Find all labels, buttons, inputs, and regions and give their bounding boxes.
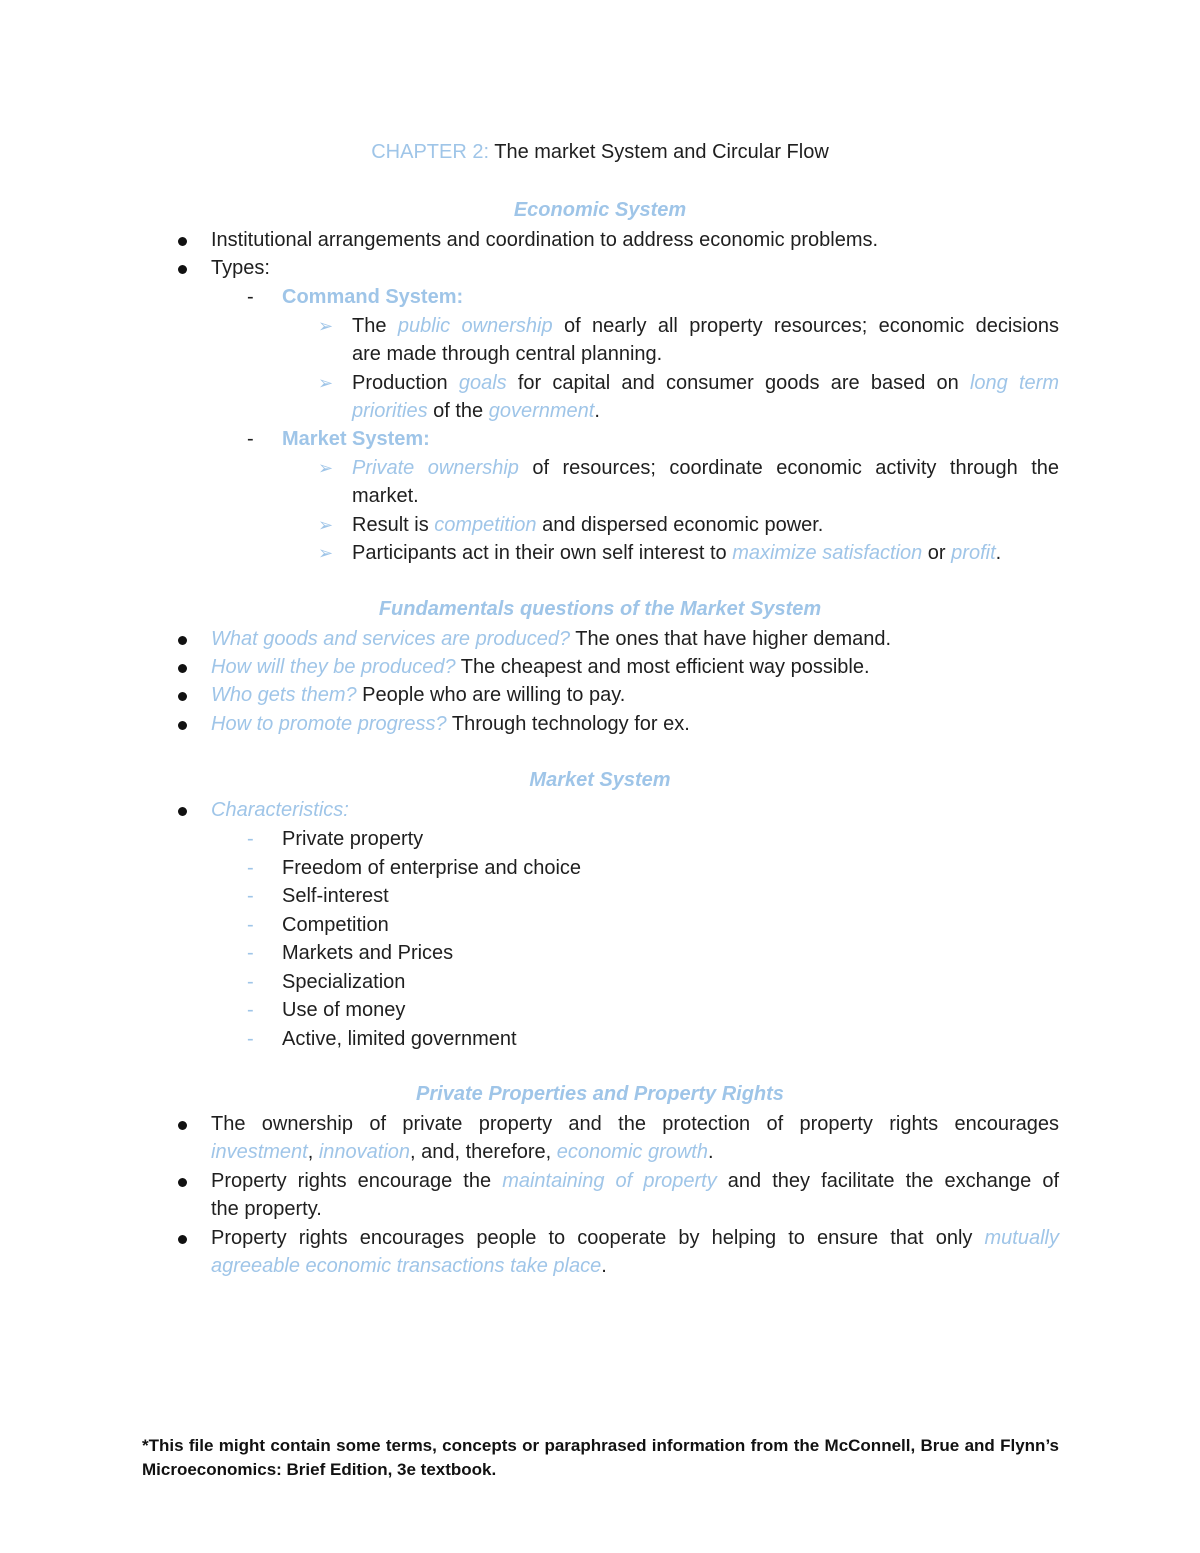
answer: People who are willing to pay. xyxy=(356,684,626,706)
highlight: priorities xyxy=(352,400,428,422)
characteristic-item: Markets and Prices xyxy=(282,942,454,964)
arrow-bullet-icon: ➢ xyxy=(318,458,334,478)
bullet-icon xyxy=(178,721,187,730)
dash-icon: - xyxy=(247,857,254,879)
text: . xyxy=(594,400,600,422)
text: Property rights encourages people to cooperate by helping to ensure that only xyxy=(211,1227,985,1249)
command-system-label: Command System: xyxy=(282,286,464,308)
highlight: profit xyxy=(951,542,996,564)
list-item xyxy=(352,312,1059,340)
chapter-label: CHAPTER 2: xyxy=(371,141,490,163)
bullet-icon xyxy=(178,636,187,645)
list-item-continuation xyxy=(211,1252,1059,1280)
list-item-continuation xyxy=(352,397,1059,425)
highlight: competition xyxy=(434,514,537,536)
text: , and, therefore, xyxy=(410,1141,557,1163)
text: . xyxy=(707,1141,714,1163)
dash-icon: - xyxy=(247,1028,254,1050)
dash-icon: - xyxy=(247,914,254,936)
section-heading-market-system: Market System xyxy=(529,769,671,791)
answer: The cheapest and most efficient way possible. xyxy=(455,656,870,678)
text: Property rights encourage the xyxy=(211,1170,503,1192)
section-heading-economic-system: Economic System xyxy=(513,199,687,221)
section-heading-fundamentals: Fundamentals questions of the Market System xyxy=(378,598,822,620)
dash-icon: - xyxy=(247,942,254,964)
bullet-icon xyxy=(178,1235,187,1244)
characteristic-item: Competition xyxy=(282,914,389,936)
question: Who gets them? xyxy=(211,684,357,706)
bullet-icon xyxy=(178,265,187,274)
text: of nearly all property resources; economic decisions xyxy=(552,315,1059,337)
arrow-bullet-icon: ➢ xyxy=(318,373,334,393)
list-item xyxy=(211,1224,1059,1252)
list-item: Institutional arrangements and coordination to address economic problems. xyxy=(211,229,879,251)
section-heading-private-properties: Private Properties and Property Rights xyxy=(416,1083,784,1105)
list-item xyxy=(352,369,1059,397)
characteristic-item: Freedom of enterprise and choice xyxy=(282,857,582,879)
chapter-title: The market System and Circular Flow xyxy=(489,141,829,163)
market-system-label: Market System: xyxy=(282,428,430,450)
highlight: maximize satisfaction xyxy=(732,542,923,564)
text: of the xyxy=(427,400,489,422)
characteristic-item: Self-interest xyxy=(282,885,389,907)
text: Production xyxy=(352,372,459,394)
text: . xyxy=(601,1255,607,1277)
list-item xyxy=(352,511,1059,539)
list-item xyxy=(211,710,1059,738)
highlight: long term xyxy=(969,372,1060,394)
bullet-icon xyxy=(178,664,187,673)
dash-icon: - xyxy=(247,828,254,850)
dash-icon: - xyxy=(247,286,254,308)
answer: Through technology for ex. xyxy=(446,713,690,735)
page-title xyxy=(0,141,1200,164)
list-item xyxy=(352,454,1059,482)
highlight: agreeable economic transactions take place xyxy=(211,1255,602,1277)
question: How to promote progress? xyxy=(211,713,447,735)
highlight: investment xyxy=(211,1141,308,1163)
list-item xyxy=(352,539,1059,567)
highlight: mutually xyxy=(984,1227,1059,1249)
text: , xyxy=(307,1141,319,1163)
text: and they facilitate the exchange of xyxy=(716,1170,1060,1192)
highlight: government xyxy=(488,400,595,422)
characteristic-item: Use of money xyxy=(282,999,406,1021)
question: What goods and services are produced? xyxy=(211,628,571,650)
characteristic-item: Private property xyxy=(282,828,424,850)
highlight: innovation xyxy=(318,1141,411,1163)
text: of resources; coordinate economic activity through the xyxy=(518,457,1059,479)
list-item: Types: xyxy=(211,257,270,279)
characteristic-item: Specialization xyxy=(282,971,406,993)
highlight: goals xyxy=(458,372,507,394)
highlight: economic growth xyxy=(556,1141,708,1163)
characteristic-item: Active, limited government xyxy=(282,1028,517,1050)
text: or xyxy=(922,542,952,564)
bullet-icon xyxy=(178,1178,187,1187)
list-item-continuation: are made through central planning. xyxy=(352,343,663,365)
highlight: Private ownership xyxy=(352,457,519,479)
dash-icon: - xyxy=(247,999,254,1021)
question: How will they be produced? xyxy=(211,656,456,678)
list-item-continuation xyxy=(211,1138,1059,1166)
list-item: The ownership of private property and the protection of property rights encourages xyxy=(211,1113,1059,1135)
bullet-icon xyxy=(178,237,187,246)
text: and dispersed economic power. xyxy=(536,514,824,536)
list-item xyxy=(211,1167,1059,1195)
list-item xyxy=(211,653,1059,681)
list-item xyxy=(211,625,1059,653)
text: . xyxy=(995,542,1002,564)
list-item-continuation: the property. xyxy=(211,1198,322,1220)
text: for capital and consumer goods are based on xyxy=(506,372,970,394)
bullet-icon xyxy=(178,1121,187,1130)
dash-icon: - xyxy=(247,428,254,450)
bullet-icon xyxy=(178,692,187,701)
characteristics-label: Characteristics: xyxy=(211,799,349,821)
dash-icon: - xyxy=(247,885,254,907)
arrow-bullet-icon: ➢ xyxy=(318,543,334,563)
list-item xyxy=(211,681,1059,709)
answer: The ones that have higher demand. xyxy=(570,628,892,650)
highlight: maintaining of property xyxy=(502,1170,717,1192)
footer-note: *This file might contain some terms, concepts or paraphrased information from the McConnell, Brue and Flynn’s Microeconomics: Brief Edition, 3e textbook. xyxy=(142,1436,1059,1479)
bullet-icon xyxy=(178,807,187,816)
dash-icon: - xyxy=(247,971,254,993)
text: Participants act in their own self interest to xyxy=(352,542,733,564)
highlight: public ownership xyxy=(397,315,553,337)
arrow-bullet-icon: ➢ xyxy=(318,316,334,336)
text: Result is xyxy=(352,514,435,536)
text: The xyxy=(352,315,398,337)
list-item-continuation: market. xyxy=(352,485,419,507)
arrow-bullet-icon: ➢ xyxy=(318,515,334,535)
